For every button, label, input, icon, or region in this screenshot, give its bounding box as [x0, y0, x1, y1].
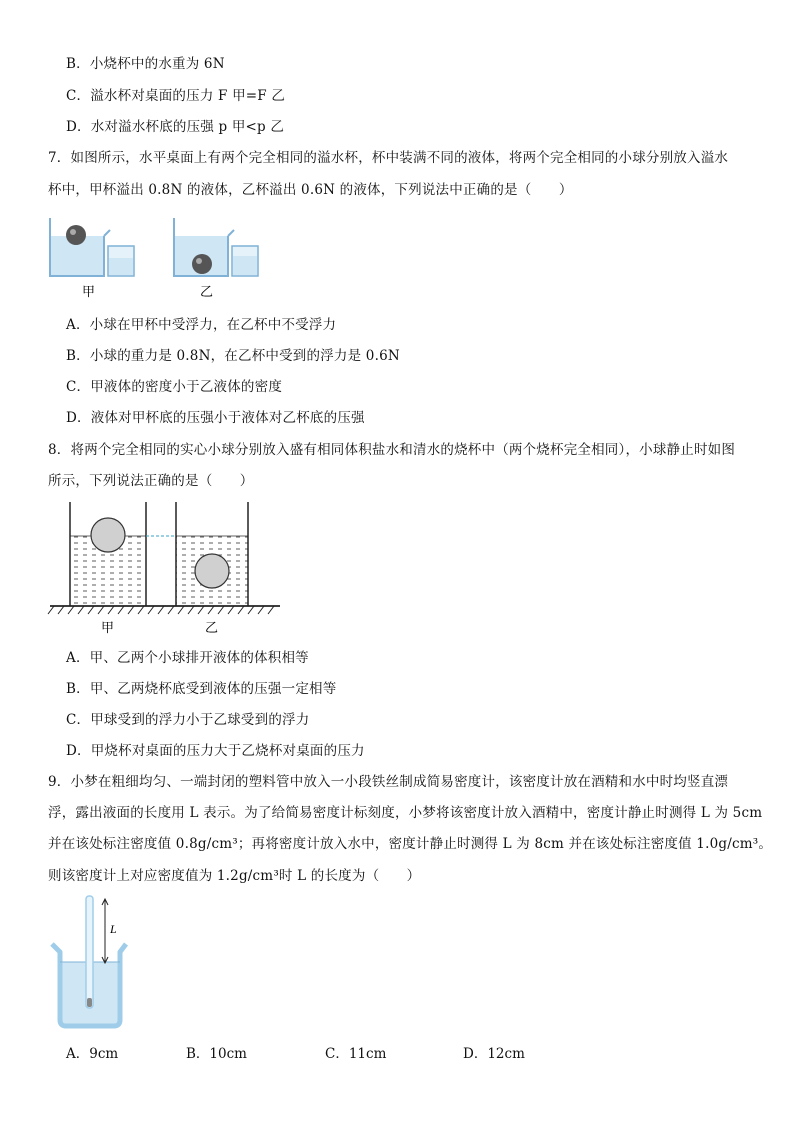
q7-option-a: A．小球在甲杯中受浮力，在乙杯中不受浮力: [66, 317, 337, 333]
q8-option-a: A．甲、乙两个小球排开液体的体积相等: [66, 650, 309, 666]
q7-figure: [46, 212, 266, 304]
q9-length-marker: [102, 899, 117, 963]
q7-option-d: D．液体对甲杯底的压强小于液体对乙杯底的压强: [66, 410, 365, 426]
q8-option-d: D．甲烧杯对桌面的压力大于乙烧杯对桌面的压力: [66, 743, 365, 759]
q8-ball-jia: [91, 518, 125, 552]
q7-label-yi: 乙: [200, 285, 214, 300]
q9-option-d: D．12cm: [463, 1046, 525, 1062]
q7-option-c: C．甲液体的密度小于乙液体的密度: [66, 379, 283, 395]
q9-label-l: L: [110, 922, 117, 936]
q8-option-c: C．甲球受到的浮力小于乙球受到的浮力: [66, 712, 310, 728]
q9-stem-line4: 则该密度计上对应密度值为 1.2g/cm³时 L 的长度为（ ）: [48, 868, 421, 884]
q8-beaker-jia: [70, 502, 146, 606]
q9-stem-line1: 9．小梦在粗细均匀、一端封闭的塑料管中放入一小段铁丝制成简易密度计，该密度计放在酒精和水中时均竖直漂: [48, 774, 729, 790]
q7-ball-yi: [192, 254, 212, 274]
q7-stem-line2: 杯中，甲杯溢出 0.8N 的液体，乙杯溢出 0.6N 的液体，下列说法中正确的是（ ）: [48, 182, 573, 198]
q8-option-b: B．甲、乙两烧杯底受到液体的压强一定相等: [66, 681, 337, 697]
q8-stem-line2: 所示，下列说法正确的是（ ）: [48, 473, 254, 489]
prev-option-b: B．小烧杯中的水重为 6N: [66, 56, 225, 72]
q8-stem-line1: 8．将两个完全相同的实心小球分别放入盛有相同体积盐水和清水的烧杯中（两个烧杯完全相同），小球静止时如图: [48, 442, 736, 458]
q9-stem-line3: 并在该处标注密度值 0.8g/cm³；再将密度计放入水中，密度计静止时测得 L 为 8cm 并在该处标注密度值 1.0g/cm³。: [48, 836, 773, 852]
q9-option-c: C．11cm: [325, 1046, 387, 1062]
q7-cup-jia: [50, 218, 134, 276]
q8-label-yi: 乙: [205, 621, 219, 636]
prev-option-d: D．水对溢水杯底的压强 p 甲<p 乙: [66, 119, 285, 135]
q7-option-b: B．小球的重力是 0.8N，在乙杯中受到的浮力是 0.6N: [66, 348, 400, 364]
q9-option-a: A．9cm: [66, 1046, 119, 1062]
q8-ball-yi: [195, 554, 229, 588]
q7-stem-line1: 7．如图所示，水平桌面上有两个完全相同的溢水杯，杯中装满不同的液体，将两个完全相同的小球分别放入溢水: [48, 150, 729, 166]
q8-figure: [46, 498, 286, 638]
prev-option-c: C．溢水杯对桌面的压力 F 甲=F 乙: [66, 88, 286, 104]
q9-density-tube: [86, 896, 93, 1008]
q9-stem-line2: 浮，露出液面的长度用 L 表示。为了给简易密度计标刻度，小梦将该密度计放入酒精中，密度计静止时测得 L 为 5cm: [48, 805, 763, 821]
q9-figure: [46, 892, 136, 1032]
q8-label-jia: 甲: [101, 621, 115, 636]
q7-ball-jia: [66, 225, 86, 245]
q7-label-jia: 甲: [82, 285, 96, 300]
q8-beaker-yi: [176, 502, 248, 606]
q7-cup-yi: [174, 218, 258, 276]
q9-option-b: B．10cm: [186, 1046, 247, 1062]
